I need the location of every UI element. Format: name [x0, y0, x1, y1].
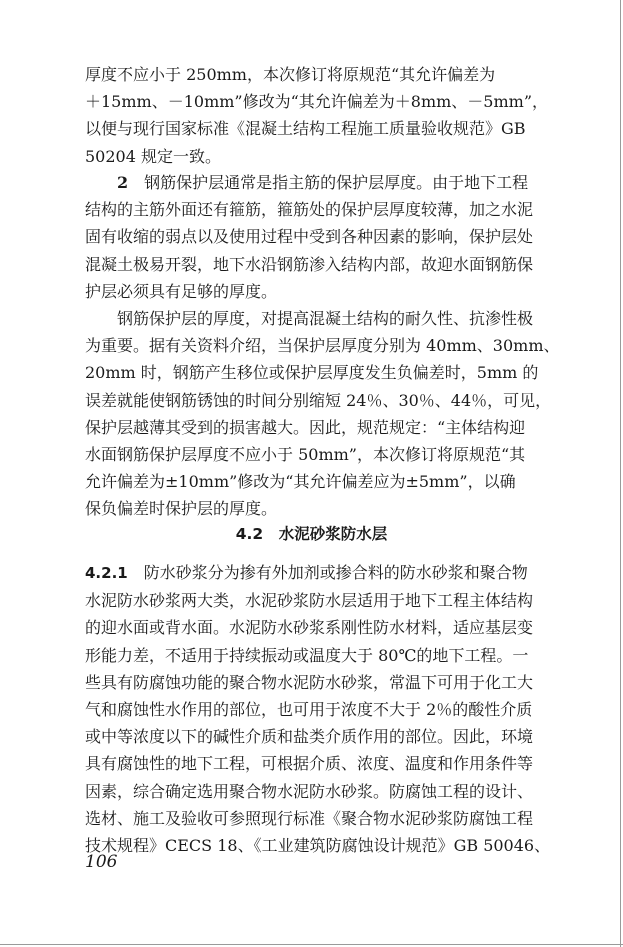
clause-4-2-1-paragraph — [85, 559, 581, 859]
item-number: 2 — [117, 173, 129, 192]
continuation-text: 厚度不应小于 250mm，本次修订将原规范“其允许偏差为 ＋15mm、－10mm”修改为“其允许偏差为＋8mm、－5mm”， 以便与现行国家标准《混凝土结构工程施工质量验收规范》GB 50204 规定一致。 — [85, 65, 548, 166]
item-2-paragraph — [85, 169, 581, 305]
clause-text: 防水砂浆分为掺有外加剂或掺合料的防水砂浆和聚合物 水泥防水砂浆两大类，水泥砂浆防水层适用于地下工程主体结构 的迎水面或背水面。水泥防水砂浆系刚性防水材料，适应基层变 形能力差，不适用于持续振动或温度大于 80℃的地下工程。一 些具有防腐蚀功能的聚合物水泥防水砂浆，常温下可用于化工大 气和腐蚀性水作用的部位，也可用于浓度不大于 2％的酸性介质 或中等浓度以下的碱性介质和盐类介质作用的部位。因此，环境 具有腐蚀性的地下工程，可根据介质、浓度、温度和作用条件等 因素，综合确定选用聚合物水泥防水砂浆。防腐蚀工程的设计、 选材、施工及验收可参照现行标准《聚合物水泥砂浆防腐蚀工程 技术规程》CECS 18、《工业建筑防腐蚀设计规范》GB 50046、 — [85, 563, 551, 856]
page-edge-right — [620, 0, 621, 947]
section-number: 4.2 — [235, 525, 264, 543]
item-2-text: 钢筋保护层通常是指主筋的保护层厚度。由于地下工程 结构的主筋外面还有箍筋，箍筋处的保护层厚度较薄，加之水泥 固有收缩的弱点以及使用过程中受到各种因素的影响，保护层处 混凝土极易开裂，地下水沿钢筋渗入结构内部，故迎水面钢筋保 护层必须具有足够的厚度。 — [85, 173, 534, 301]
continuation-paragraph — [85, 61, 581, 170]
page-edge-bottom — [0, 944, 623, 945]
section-title: 水泥砂浆防水层 — [278, 525, 388, 543]
section-heading — [0, 522, 623, 546]
protective-layer-text: 钢筋保护层的厚度，对提高混凝土结构的耐久性、抗渗性极 为重要。据有关资料介绍，当保护层厚度分别为 40mm、30mm、 20mm 时，钢筋产生移位或保护层厚度发生负偏差时，5mm 的 误差就能使钢筋锈蚀的时间分别缩短 24％、30％、44％，可见， 保护层越薄其受到的损害越大。因此，规范规定：“主体结构迎 水面钢筋保护层厚度不应小于 50mm”，本次修订将原规范“其 允许偏差为±10mm”修改为“其允许偏差应为±5mm”，以确 保负偏差时保护层的厚度。 — [85, 309, 560, 519]
page-number: 106 — [85, 852, 118, 872]
protective-layer-paragraph — [85, 305, 581, 523]
clause-number: 4.2.1 — [85, 564, 128, 582]
